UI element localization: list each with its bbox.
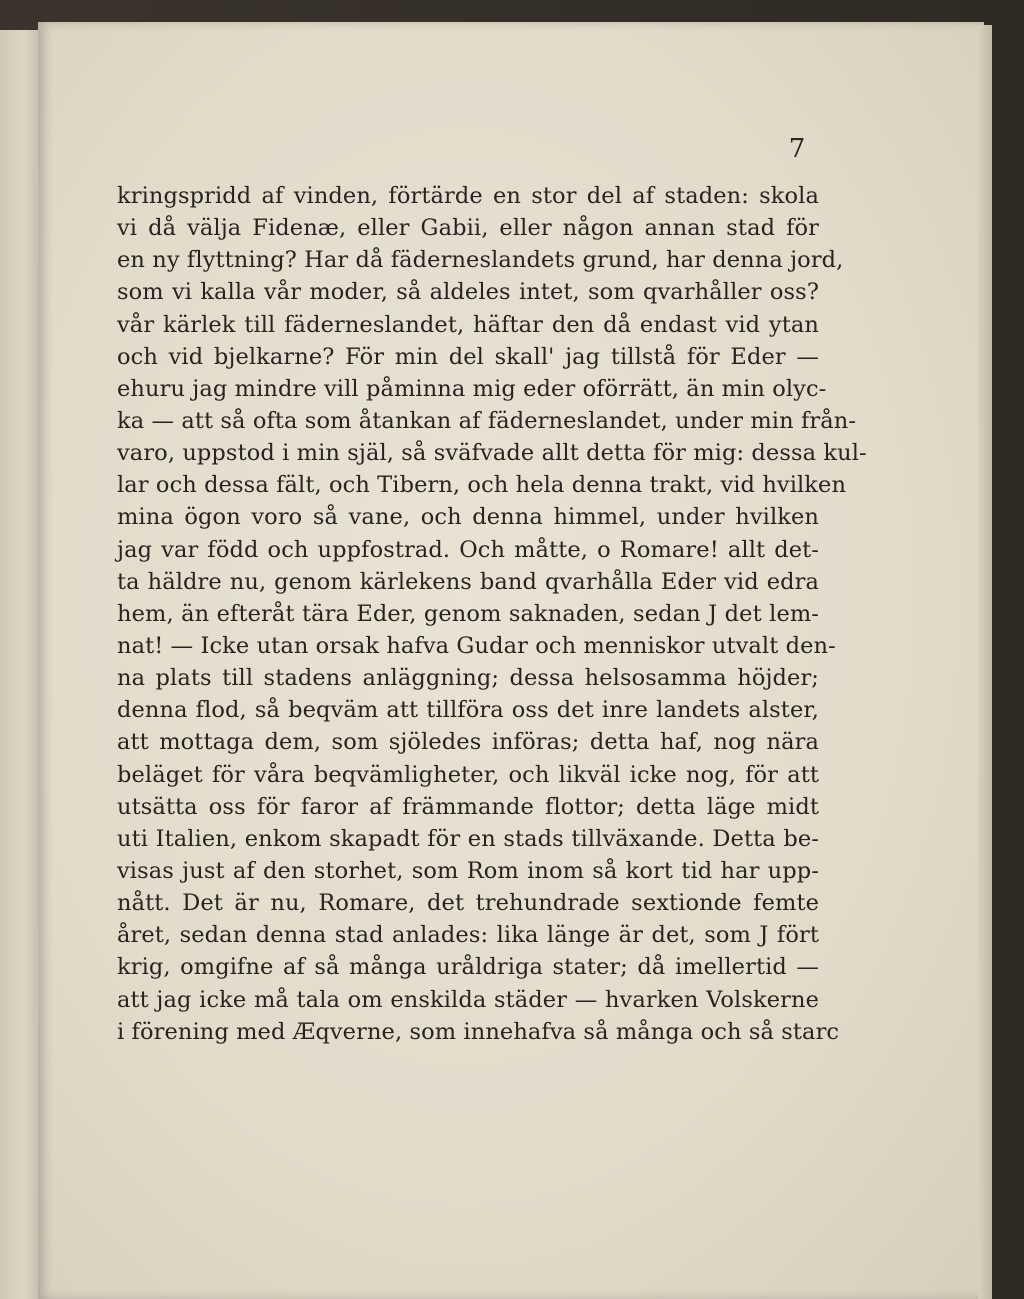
text-line: nått. Det är nu, Romare, det trehundrade sextionde femte: [117, 890, 819, 917]
text-line: jag var född och uppfostrad. Och måtte, o Romare! allt det-: [117, 536, 819, 563]
text-line: att mottaga dem, som sjöledes införas; detta haf, nog nära: [117, 729, 819, 756]
text-line: och vid bjelkarne? För min del skall' jag tillstå för Eder —: [117, 343, 819, 370]
text-line: kringspridd af vinden, förtärde en stor del af staden: skola: [117, 183, 819, 209]
text-line: uti Italien, enkom skapadt för en stads tillväxande. Detta be-: [117, 825, 819, 852]
text-line: i förening med Æqverne, som innehafva så många och så starc: [117, 1018, 840, 1045]
text-line: beläget för våra beqvämligheter, och likväl icke nog, för att: [117, 761, 819, 788]
page-number: 7: [788, 134, 806, 164]
text-line: att jag icke må tala om enskilda städer — hvarken Volskerne: [117, 986, 819, 1013]
text-line: lar och dessa fält, och Tibern, och hela denna trakt, vid hvilken: [117, 472, 847, 499]
text-line: krig, omgifne af så många uråldriga stater; då imellertid —: [117, 954, 819, 981]
text-line: året, sedan denna stad anlades: lika länge är det, som J fört: [117, 922, 819, 949]
page-stack-edge: [978, 25, 992, 1299]
text-line: varo, uppstod i min själ, så sväfvade allt detta för mig: dessa kul-: [117, 440, 867, 467]
previous-page-edge: [0, 30, 38, 1299]
text-line: ka — att så ofta som åtankan af fäderneslandet, under min från-: [117, 407, 857, 434]
text-line: som vi kalla vår moder, så aldeles intet, som qvarhåller oss?: [117, 279, 819, 306]
text-line: denna flod, så beqväm att tillföra oss det inre landets alster,: [117, 697, 819, 724]
text-line: en ny flyttning? Har då fäderneslandets grund, har denna jord,: [117, 247, 844, 274]
text-line: nat! — Icke utan orsak hafva Gudar och menniskor utvalt den-: [117, 632, 836, 659]
text-line: vi då välja Fidenæ, eller Gabii, eller någon annan stad för: [117, 215, 819, 242]
text-line: mina ögon voro så vane, och denna himmel, under hvilken: [117, 504, 819, 531]
text-line: utsätta oss för faror af främmande flottor; detta läge midt: [117, 793, 819, 820]
body-text: [117, 180, 867, 1048]
text-line: ehuru jag mindre vill påminna mig eder oförrätt, än min olyc-: [117, 375, 827, 402]
text-line: vår kärlek till fäderneslandet, häftar den då endast vid ytan: [117, 311, 819, 338]
text-line: visas just af den storhet, som Rom inom så kort tid har upp-: [117, 857, 819, 884]
text-line: hem, än efteråt tära Eder, genom saknaden, sedan J det lem-: [117, 600, 819, 627]
text-line: ta häldre nu, genom kärlekens band qvarhålla Eder vid edra: [117, 568, 819, 595]
text-line: na plats till stadens anläggning; dessa helsosamma höjder;: [117, 665, 819, 692]
